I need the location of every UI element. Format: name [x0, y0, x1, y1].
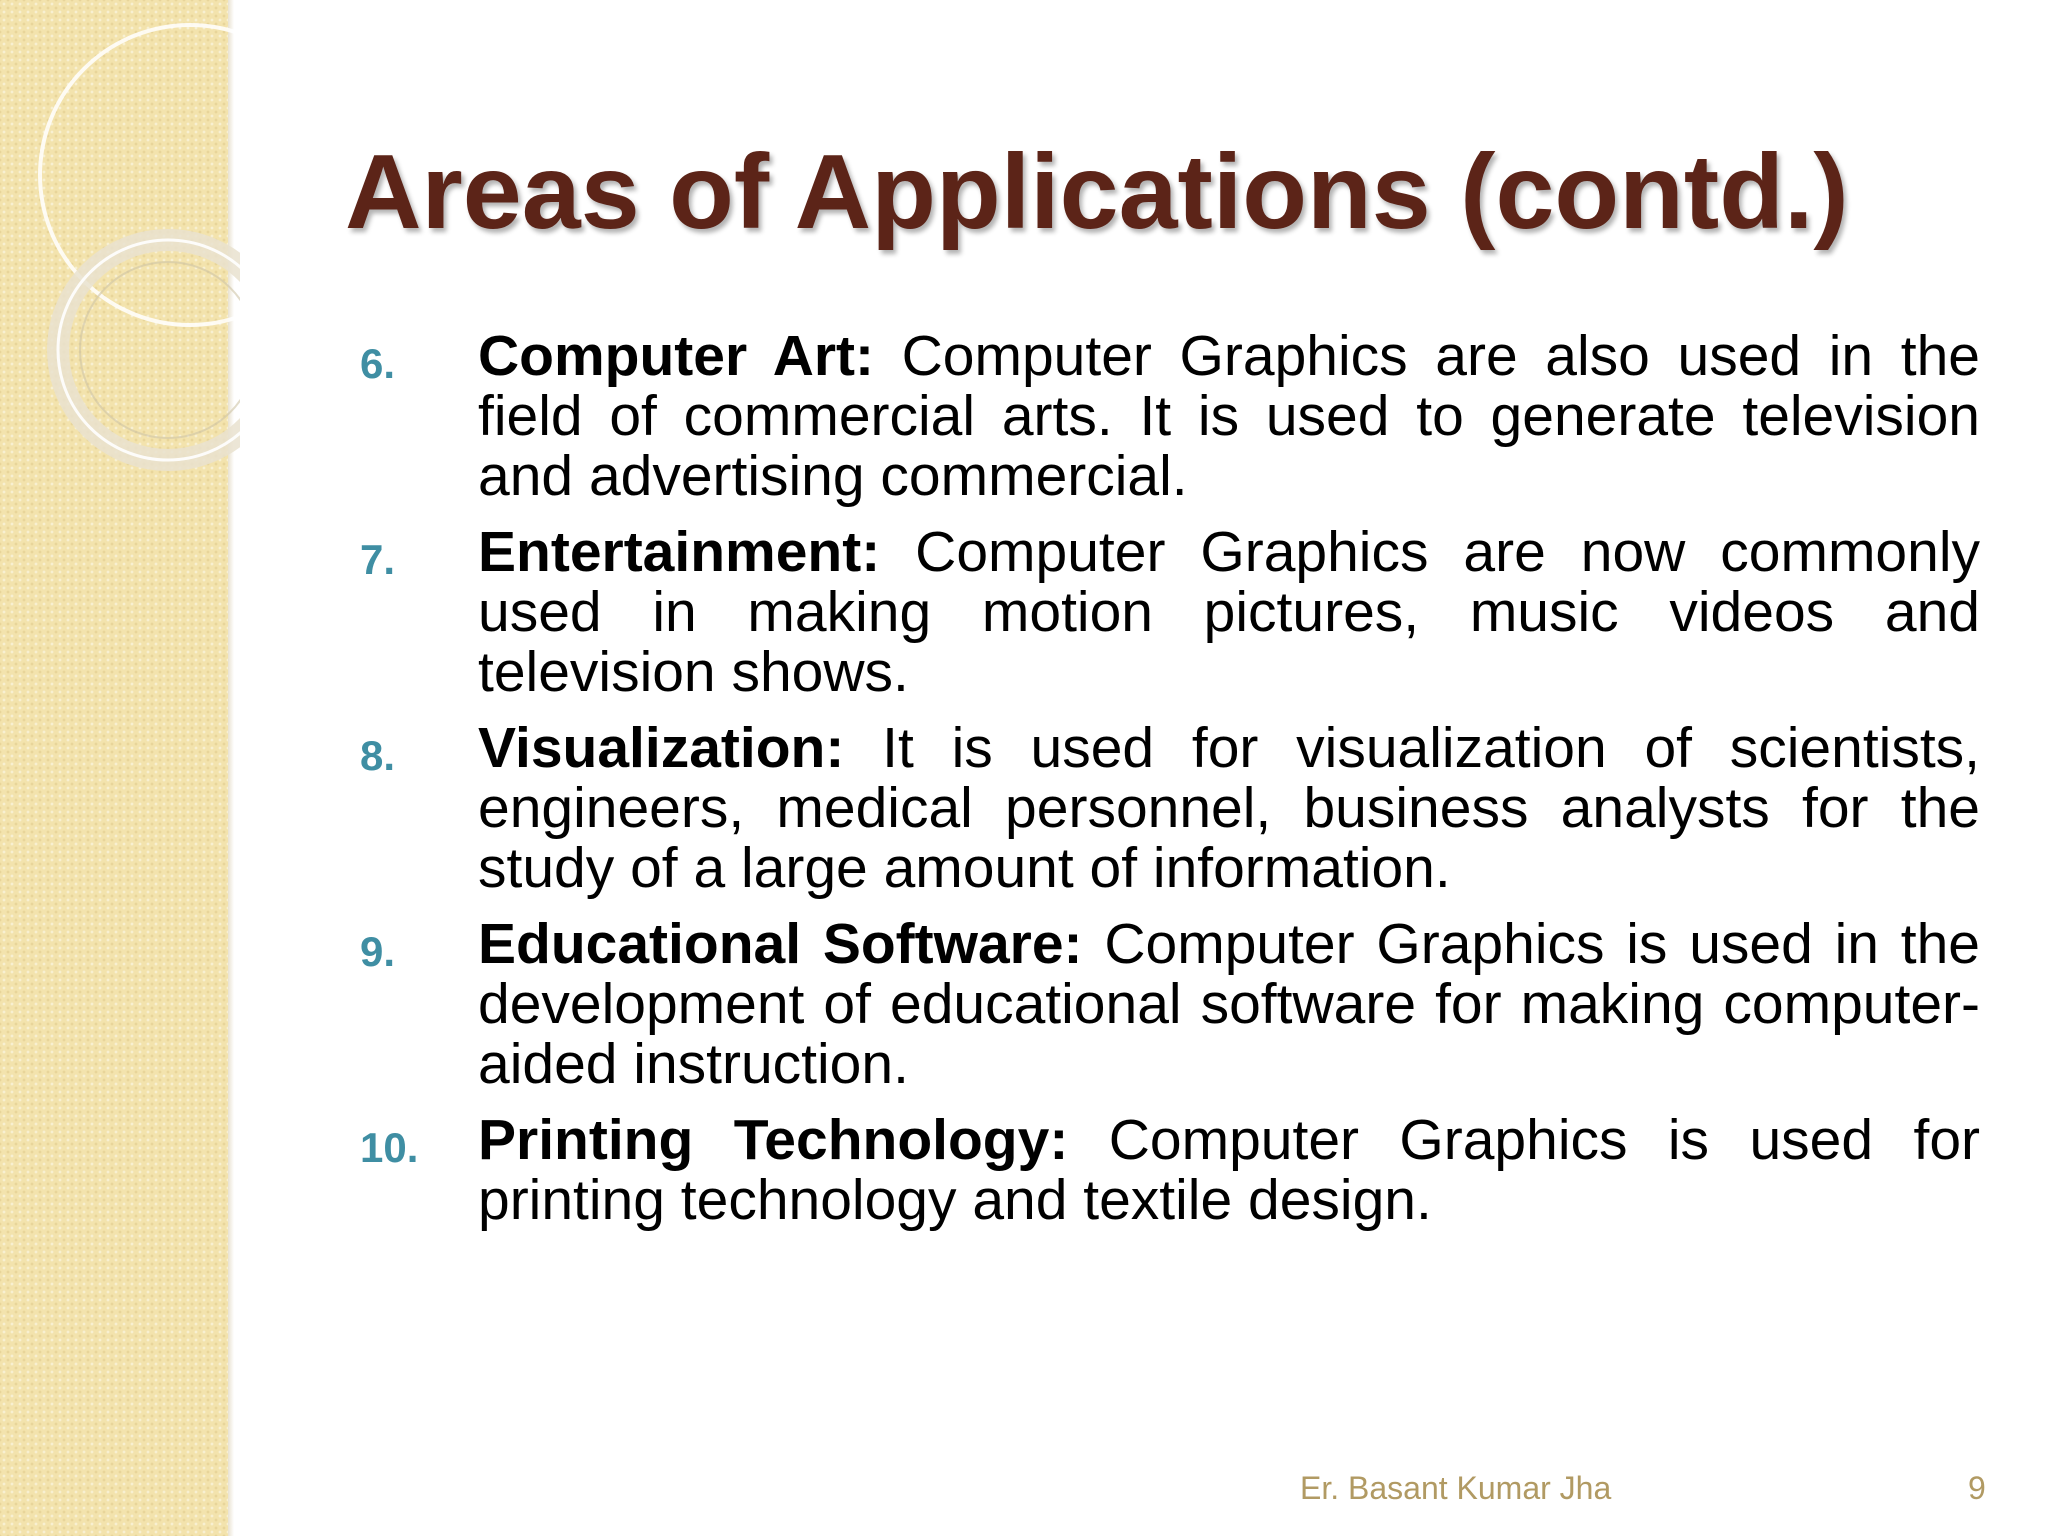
item-term: Visualization:	[478, 716, 845, 780]
page-number: 9	[1968, 1470, 1986, 1506]
item-description: Computer Graphics is used in the development of educational software for making computer-aided instruction.	[478, 912, 1980, 1096]
list-item-entertainment	[360, 522, 1980, 702]
item-text	[478, 1110, 1980, 1230]
item-number: 9.	[360, 928, 396, 975]
footer-author: Er. Basant Kumar Jha	[1300, 1470, 1612, 1506]
list-item-computer-art	[360, 326, 1980, 506]
item-text	[478, 522, 1980, 702]
item-term: Educational Software:	[478, 912, 1083, 976]
list-item-visualization	[360, 718, 1980, 898]
item-description: Computer Graphics are now commonly used in making motion pictures, music videos and television shows.	[478, 520, 1980, 704]
item-number: 8.	[360, 732, 396, 779]
item-description: Computer Graphics is used for printing technology and textile design.	[478, 1108, 1980, 1232]
item-term: Entertainment:	[478, 520, 881, 584]
slide-title: Areas of Applications (contd.)	[345, 133, 1849, 251]
list-item-educational-software	[360, 914, 1980, 1094]
item-text	[478, 718, 1980, 898]
decorative-rings-icon	[0, 0, 240, 480]
item-term: Printing Technology:	[478, 1108, 1069, 1172]
item-text	[478, 326, 1980, 506]
item-description: It is used for visualization of scientists, engineers, medical personnel, business analysts for the study of a large amount of information.	[478, 716, 1980, 900]
applications-list	[360, 326, 1980, 1246]
item-text	[478, 914, 1980, 1094]
item-number: 10.	[360, 1124, 419, 1171]
item-number: 6.	[360, 340, 396, 387]
item-number: 7.	[360, 536, 396, 583]
item-description: Computer Graphics are also used in the field of commercial arts. It is used to generate television and advertising commercial.	[478, 324, 1980, 508]
item-term: Computer Art:	[478, 324, 874, 388]
list-item-printing-technology	[360, 1110, 1980, 1230]
